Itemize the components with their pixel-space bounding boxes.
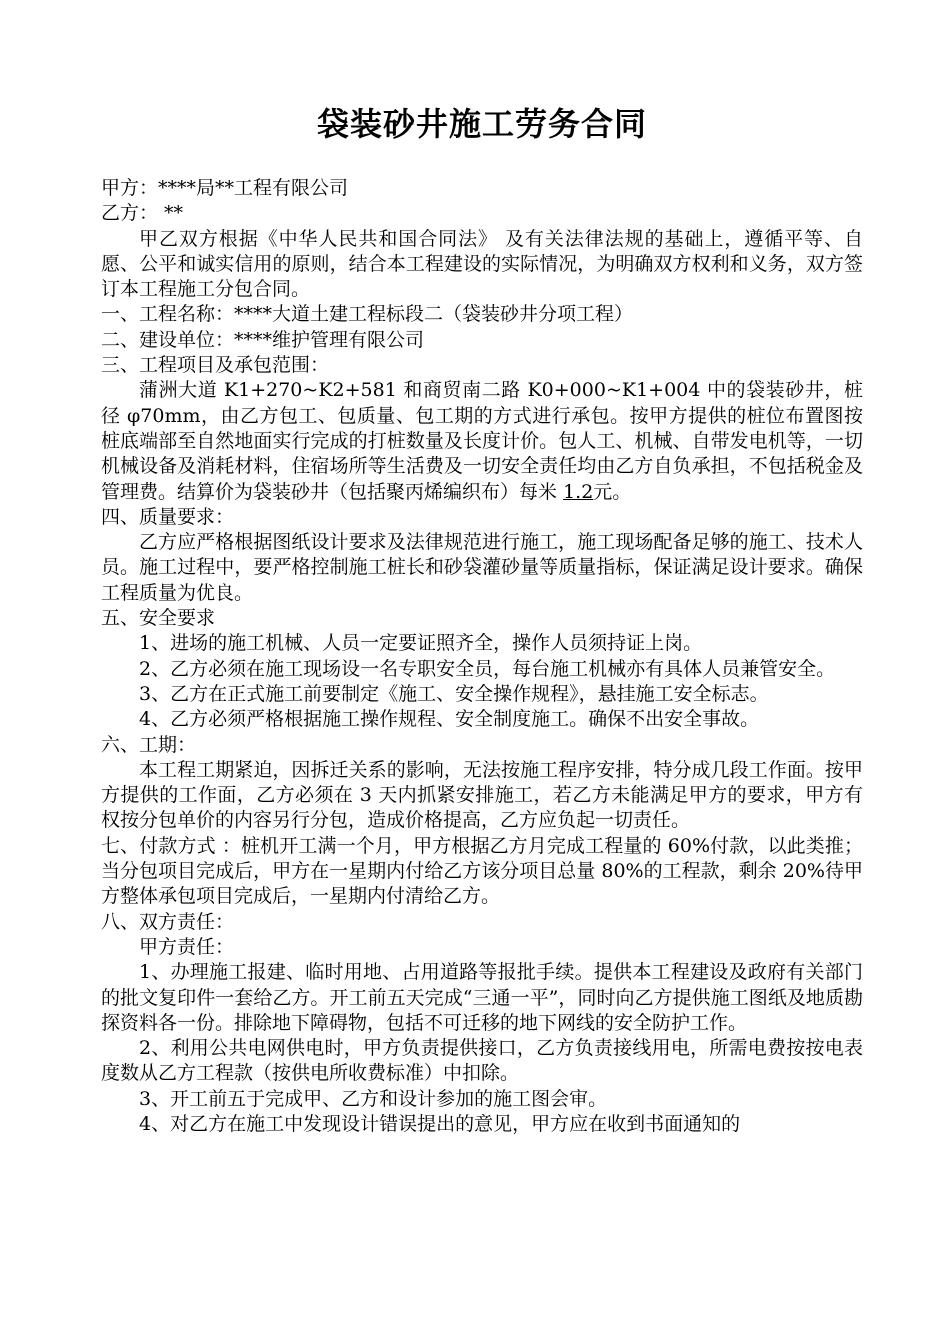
responsibility-item: 4、对乙方在施工中发现设计错误提出的意见，甲方应在收到书面通知的	[139, 1112, 741, 1135]
scope-text: 蒲洲大道 K1+270~K2+581 和商贸南二路 K0+000~K1+004 中的袋装砂井，桩径 φ70mm，由乙方包工、包质量、包工期的方式进行承包。按甲方提供的桩位布置图按桩底端部至自然地面实行完成的打桩数量及长度计价。包人工、机械、自带发电机等，一切机械设备及消耗材料，住宿场所等生活费及一切安全责任均由乙方自负承担，不包括税金及管理费。结算价为袋装砂井（包括聚丙烯编织布）每米	[101, 379, 863, 503]
section-scope-body	[101, 378, 863, 504]
safety-item: 4、乙方必须严格根据施工操作规程、安全制度施工。确保不出安全事故。	[139, 708, 760, 731]
section-project-name: 一、工程名称：****大道土建工程标段二（袋装砂井分项工程）	[101, 303, 634, 326]
contract-page	[101, 96, 863, 1137]
safety-item: 2、乙方必须在施工现场设一名专职安全员，每台施工机械亦有具体人员兼管安全。	[139, 657, 836, 680]
price-unit: 元。	[593, 480, 632, 503]
section-payment: 七、付款方式 ：桩机开工满一个月，甲方根据乙方月完成工程量的 60%付款，以此类推；当分包项目完成后，甲方在一星期内付给乙方该分项目总量 80%的工程款，剩余 20%待甲方整体承包项目完成后，一星期内付清给乙方。	[101, 834, 863, 908]
party-a-responsibilities-heading: 甲方责任：	[139, 935, 235, 958]
section-quality-body: 乙方应严格根据图纸设计要求及法律规范进行施工，施工现场配备足够的施工、技术人员。施工过程中，要严格控制施工桩长和砂袋灌砂量等质量指标，保证满足设计要求。确保工程质量为优良。	[101, 531, 863, 604]
preamble: 甲乙双方根据《中华人民共和国合同法》 及有关法律法规的基础上，遵循平等、自愿、公平和诚实信用的原则，结合本工程建设的实际情况，为明确双方权利和义务，双方签订本工程施工分包合同。	[101, 227, 863, 301]
responsibility-item: 3、开工前五于完成甲、乙方和设计参加的施工图会审。	[139, 1087, 608, 1110]
unit-price: 1.2	[563, 480, 594, 503]
responsibility-item: 2、利用公共电网供电时，甲方负责提供接口，乙方负责接线用电，所需电费按按电表度数从乙方工程款（按供电所收费标准）中扣除。	[101, 1037, 863, 1085]
safety-item: 1、进场的施工机械、人员一定要证照齐全，操作人员须持证上岗。	[139, 632, 703, 655]
party-b: 乙方： **	[101, 202, 184, 225]
section-safety-heading: 五、安全要求	[101, 607, 216, 630]
document-title: 袋装砂井施工劳务合同	[316, 105, 647, 143]
responsibility-item: 1、办理施工报建、临时用地、占用道路等报批手续。提供本工程建设及政府有关部门的批文复印件一套给乙方。开工前五天完成“三通一平”，同时向乙方提供施工图纸及地质勘探资料各一份。排除地下障碍物，包括不可迁移的地下网线的安全防护工作。	[101, 961, 863, 1034]
section-schedule-heading: 六、工期：	[101, 733, 197, 756]
section-schedule-body: 本工程工期紧迫，因拆迁关系的影响，无法按施工程序安排，特分成几段工作面。按甲方提供的工作面，乙方必须在 3 天内抓紧安排施工，若乙方未能满足甲方的要求，甲方有权按分包单价的内容另行分包，造成价格提高，乙方应负起一切责任。	[101, 758, 863, 832]
section-quality-heading: 四、质量要求：	[101, 505, 235, 528]
safety-item: 3、乙方在正式施工前要制定《施工、安全操作规程》，悬挂施工安全标志。	[139, 682, 769, 705]
section-client: 二、建设单位：****维护管理有限公司	[101, 328, 425, 351]
section-scope-heading: 三、工程项目及承包范围：	[101, 354, 330, 377]
party-a: 甲方：****局**工程有限公司	[101, 177, 349, 199]
section-responsibilities-heading: 八、双方责任：	[101, 910, 235, 933]
